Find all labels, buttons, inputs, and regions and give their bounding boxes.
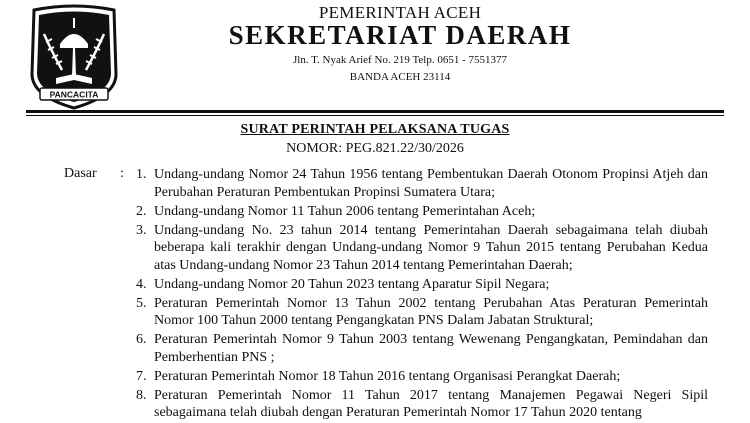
list-item-number: 4. (136, 276, 147, 292)
list-item-number: 5. (136, 295, 147, 311)
letterhead-divider-thin (26, 115, 724, 116)
letterhead-divider-thick (26, 110, 724, 113)
list-item-text: Peraturan Pemerintah Nomor 9 Tahun 2003 tentang Wewenang Pengangkatan, Pemindahan dan Pemberhentian PNS ; (154, 332, 708, 365)
list-item-number: 2. (136, 203, 147, 219)
list-item-text: Peraturan Pemerintah Nomor 13 Tahun 2002 tentang Perubahan Atas Peraturan Pemerintah Nomor 100 Tahun 2000 tentang Pengangkatan PNS Dalam Jabatan Struktural; (154, 295, 708, 328)
list-item-number: 8. (136, 387, 147, 403)
office-city: BANDA ACEH 23114 (349, 71, 451, 83)
basis-colon: : (120, 166, 124, 181)
list-item (136, 368, 708, 386)
basis-label: Dasar (64, 166, 97, 181)
list-item (136, 203, 708, 221)
list-item (136, 222, 708, 275)
office-name: SEKRETARIAT DAERAH (228, 20, 572, 50)
list-item-text: Peraturan Pemerintah Nomor 18 Tahun 2016 tentang Organisasi Perangkat Daerah; (154, 368, 621, 384)
list-item-number: 3. (136, 222, 147, 238)
list-item (136, 295, 708, 330)
list-item-text: Peraturan Pemerintah Nomor 11 Tahun 2017 tentang Manajemen Pegawai Negeri Sipil sebagaimana telah diubah dengan Peraturan Pemerintah Nomor 17 Tahun 2020 tentang (154, 387, 708, 420)
list-item-text: Undang-undang Nomor 24 Tahun 1956 tentang Pembentukan Daerah Otonom Propinsi Atjeh dan Perubahan Peraturan Pembentukan Propinsi Sumatera Utara; (154, 167, 708, 200)
list-item-number: 7. (136, 368, 147, 384)
basis-list (136, 166, 708, 423)
list-item-number: 6. (136, 332, 147, 347)
list-item (136, 331, 708, 366)
list-item-text: Undang-undang Nomor 20 Tahun 2023 tentang Aparatur Sipil Negara; (154, 276, 550, 292)
list-item-text: Undang-undang No. 23 tahun 2014 tentang Pemerintahan Daerah sebagaimana telah diubah beberapa kali terakhir dengan Undang-undang Nomor 9 Tahun 2015 tentang Perubahan Kedua atas Undang-undang Nomor 23 Tahun 2014 tentang Pemerintahan Daerah; (154, 222, 708, 273)
document-number: NOMOR: PEG.821.22/30/2026 (286, 141, 464, 156)
list-item-text: Undang-undang Nomor 11 Tahun 2006 tentang Pemerintahan Aceh; (154, 203, 536, 219)
office-address: Jln. T. Nyak Arief No. 219 Telp. 0651 - 7551377 (292, 54, 508, 66)
list-item (136, 276, 708, 294)
list-item (136, 166, 708, 201)
government-name: PEMERINTAH ACEH (318, 3, 482, 22)
list-item (136, 387, 708, 422)
svg-text:PANCACITA: PANCACITA (49, 89, 99, 100)
aceh-pancacita-emblem-icon (26, 4, 122, 112)
list-item-number: 1. (136, 167, 147, 182)
document-title: SURAT PERINTAH PELAKSANA TUGAS (240, 122, 510, 137)
